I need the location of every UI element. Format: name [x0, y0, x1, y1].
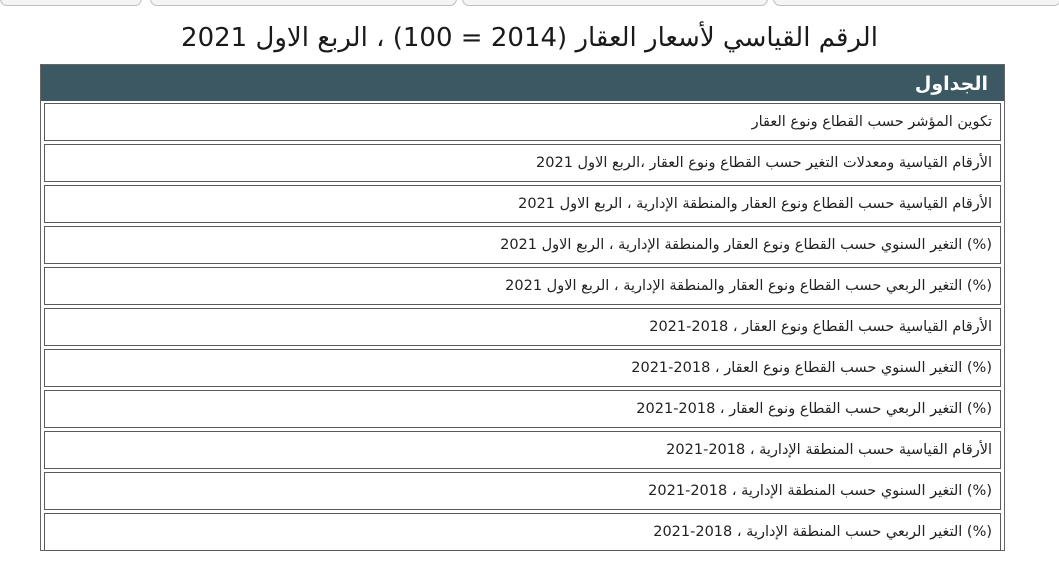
- browser-tab[interactable]: [462, 0, 768, 6]
- table-link-row[interactable]: الأرقام القياسية حسب القطاع ونوع العقار والمنطقة الإدارية ، الربع الاول 2021: [44, 185, 1001, 223]
- tables-panel: [40, 64, 1005, 551]
- top-strip: [0, 0, 1059, 6]
- browser-tab[interactable]: [0, 0, 142, 6]
- table-link-row[interactable]: (%) التغير السنوي حسب المنطقة الإدارية ، 2018-2021: [44, 472, 1001, 510]
- browser-tab[interactable]: [773, 0, 1059, 6]
- table-link-row[interactable]: الأرقام القياسية حسب المنطقة الإدارية ، 2018-2021: [44, 431, 1001, 469]
- table-link-row[interactable]: (%) التغير الربعي حسب المنطقة الإدارية ، 2018-2021: [44, 513, 1001, 551]
- tables-header: الجداول: [41, 65, 1004, 101]
- table-link-row[interactable]: (%) التغير السنوي حسب القطاع ونوع العقار والمنطقة الإدارية ، الربع الاول 2021: [44, 226, 1001, 264]
- tables-list: [44, 103, 1001, 548]
- table-link-row[interactable]: (%) التغير السنوي حسب القطاع ونوع العقار ، 2018-2021: [44, 349, 1001, 387]
- browser-tab[interactable]: [150, 0, 457, 6]
- table-link-row[interactable]: الأرقام القياسية حسب القطاع ونوع العقار ، 2018-2021: [44, 308, 1001, 346]
- table-link-row[interactable]: الأرقام القياسية ومعدلات التغير حسب القطاع ونوع العقار ،الربع الاول 2021: [44, 144, 1001, 182]
- table-link-row[interactable]: (%) التغير الربعي حسب القطاع ونوع العقار والمنطقة الإدارية ، الربع الاول 2021: [44, 267, 1001, 305]
- page-title: الرقم القياسي لأسعار العقار (2014 = 100) ، الربع الاول 2021: [181, 23, 878, 53]
- table-link-row[interactable]: (%) التغير الربعي حسب القطاع ونوع العقار ، 2018-2021: [44, 390, 1001, 428]
- table-link-row[interactable]: تكوين المؤشر حسب القطاع ونوع العقار: [44, 103, 1001, 141]
